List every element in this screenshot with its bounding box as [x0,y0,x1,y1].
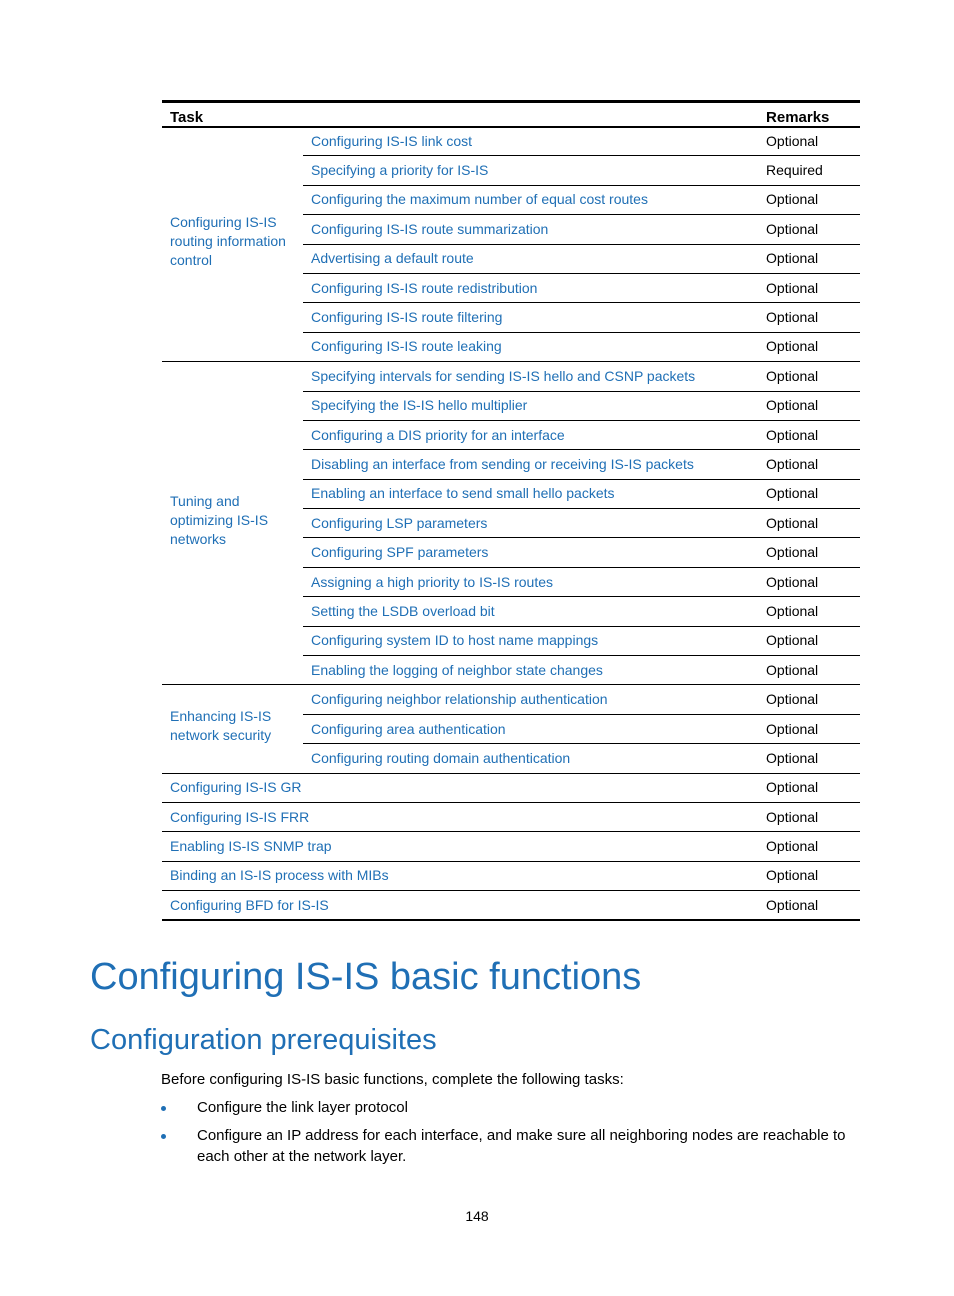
remark-cell: Optional [758,538,860,567]
remark-cell: Optional [758,215,860,244]
task-link[interactable]: Configuring SPF parameters [311,544,489,561]
task-cell [303,744,758,773]
task-link[interactable]: Configuring IS-IS route filtering [311,309,503,326]
remark-cell: Optional [758,362,860,391]
task-cell [303,509,758,538]
remark-cell: Required [758,156,860,185]
task-group-cell [162,362,303,685]
remark-cell: Optional [758,303,860,332]
task-link[interactable]: Enabling IS-IS SNMP trap [170,838,332,855]
bullet-icon [161,1134,166,1139]
task-link[interactable]: Enabling an interface to send small hello packets [311,485,615,502]
task-cell [303,185,758,214]
table-row [162,362,860,391]
remark-cell: Optional [758,509,860,538]
header-remarks: Remarks [758,102,860,127]
task-cell [162,832,758,861]
task-link[interactable]: Configuring IS-IS route leaking [311,338,502,355]
task-link[interactable]: Enabling the logging of neighbor state changes [311,661,603,678]
task-cell [303,273,758,302]
task-link[interactable]: Specifying a priority for IS-IS [311,162,489,179]
remark-cell: Optional [758,832,860,861]
task-link[interactable]: Configuring a DIS priority for an interface [311,426,565,443]
list-item-text: Configure the link layer protocol [197,1099,408,1116]
remark-cell: Optional [758,714,860,743]
task-link[interactable]: Configuring IS-IS GR [170,779,302,796]
remark-cell: Optional [758,656,860,685]
list-item-text: Configure an IP address for each interface, and make sure all neighboring nodes are reachable to each other at the network layer. [197,1127,846,1165]
task-table [162,100,860,921]
task-group-cell [162,685,303,773]
task-link[interactable]: Configuring IS-IS route redistribution [311,279,538,296]
intro-paragraph: Before configuring IS-IS basic functions, complete the following tasks: [161,1071,624,1088]
task-link[interactable]: Configuring area authentication [311,720,506,737]
remark-cell: Optional [758,479,860,508]
task-group-link[interactable]: Tuning and optimizing IS-IS networks [170,492,269,547]
header-task: Task [162,102,758,127]
task-link[interactable]: Configuring IS-IS FRR [170,808,310,825]
remark-cell: Optional [758,244,860,273]
remark-cell: Optional [758,127,860,156]
remark-cell: Optional [758,450,860,479]
task-cell [303,391,758,420]
task-cell [303,420,758,449]
remark-cell: Optional [758,420,860,449]
task-cell [303,127,758,156]
task-link[interactable]: Disabling an interface from sending or receiving IS-IS packets [311,455,694,472]
task-cell [162,802,758,831]
remark-cell: Optional [758,773,860,802]
task-link[interactable]: Setting the LSDB overload bit [311,602,495,619]
task-link[interactable]: Configuring routing domain authentication [311,749,571,766]
task-group-cell [162,127,303,362]
task-cell [303,714,758,743]
task-link[interactable]: Configuring LSP parameters [311,514,488,531]
list-item [161,1125,871,1167]
table-row [162,891,860,920]
table-row [162,127,860,156]
remark-cell: Optional [758,185,860,214]
task-cell [303,450,758,479]
task-cell [303,215,758,244]
task-cell [162,891,758,920]
task-link[interactable]: Configuring neighbor relationship authentication [311,691,608,708]
task-link[interactable]: Advertising a default route [311,250,474,267]
task-cell [162,861,758,890]
task-link[interactable]: Configuring system ID to host name mappings [311,632,599,649]
prerequisite-list [161,1097,871,1174]
remark-cell: Optional [758,597,860,626]
task-cell [303,567,758,596]
task-cell [303,479,758,508]
table-row [162,773,860,802]
task-cell [303,538,758,567]
task-link[interactable]: Specifying intervals for sending IS-IS hello and CSNP packets [311,367,696,384]
task-group-link[interactable]: Enhancing IS-IS network security [170,708,272,743]
table-row [162,861,860,890]
task-link[interactable]: Configuring the maximum number of equal cost routes [311,191,648,208]
task-cell [303,362,758,391]
task-group-link[interactable]: Configuring IS-IS routing information control [170,213,286,268]
list-item [161,1097,871,1118]
task-cell [303,303,758,332]
task-link[interactable]: Configuring IS-IS route summarization [311,220,549,237]
task-cell [303,156,758,185]
task-link[interactable]: Specifying the IS-IS hello multiplier [311,397,528,414]
remark-cell: Optional [758,391,860,420]
table-row [162,685,860,714]
task-cell [303,597,758,626]
remark-cell: Optional [758,802,860,831]
bullet-icon [161,1106,166,1111]
section-heading: Configuring IS-IS basic functions [90,956,642,998]
remark-cell: Optional [758,891,860,920]
task-cell [303,685,758,714]
table-body [162,127,860,921]
task-link[interactable]: Configuring BFD for IS-IS [170,896,329,913]
task-cell [303,332,758,361]
remark-cell: Optional [758,273,860,302]
table-header-row [162,102,860,127]
task-link[interactable]: Assigning a high priority to IS-IS routes [311,573,554,590]
table-row [162,802,860,831]
subsection-heading: Configuration prerequisites [90,1024,437,1056]
task-cell [303,626,758,655]
task-link[interactable]: Configuring IS-IS link cost [311,132,473,149]
table-row [162,832,860,861]
remark-cell: Optional [758,685,860,714]
task-cell [162,773,758,802]
remark-cell: Optional [758,744,860,773]
remark-cell: Optional [758,626,860,655]
task-cell [303,244,758,273]
task-link[interactable]: Binding an IS-IS process with MIBs [170,867,389,884]
page-number: 148 [465,1208,489,1224]
remark-cell: Optional [758,332,860,361]
remark-cell: Optional [758,567,860,596]
remark-cell: Optional [758,861,860,890]
task-cell [303,656,758,685]
